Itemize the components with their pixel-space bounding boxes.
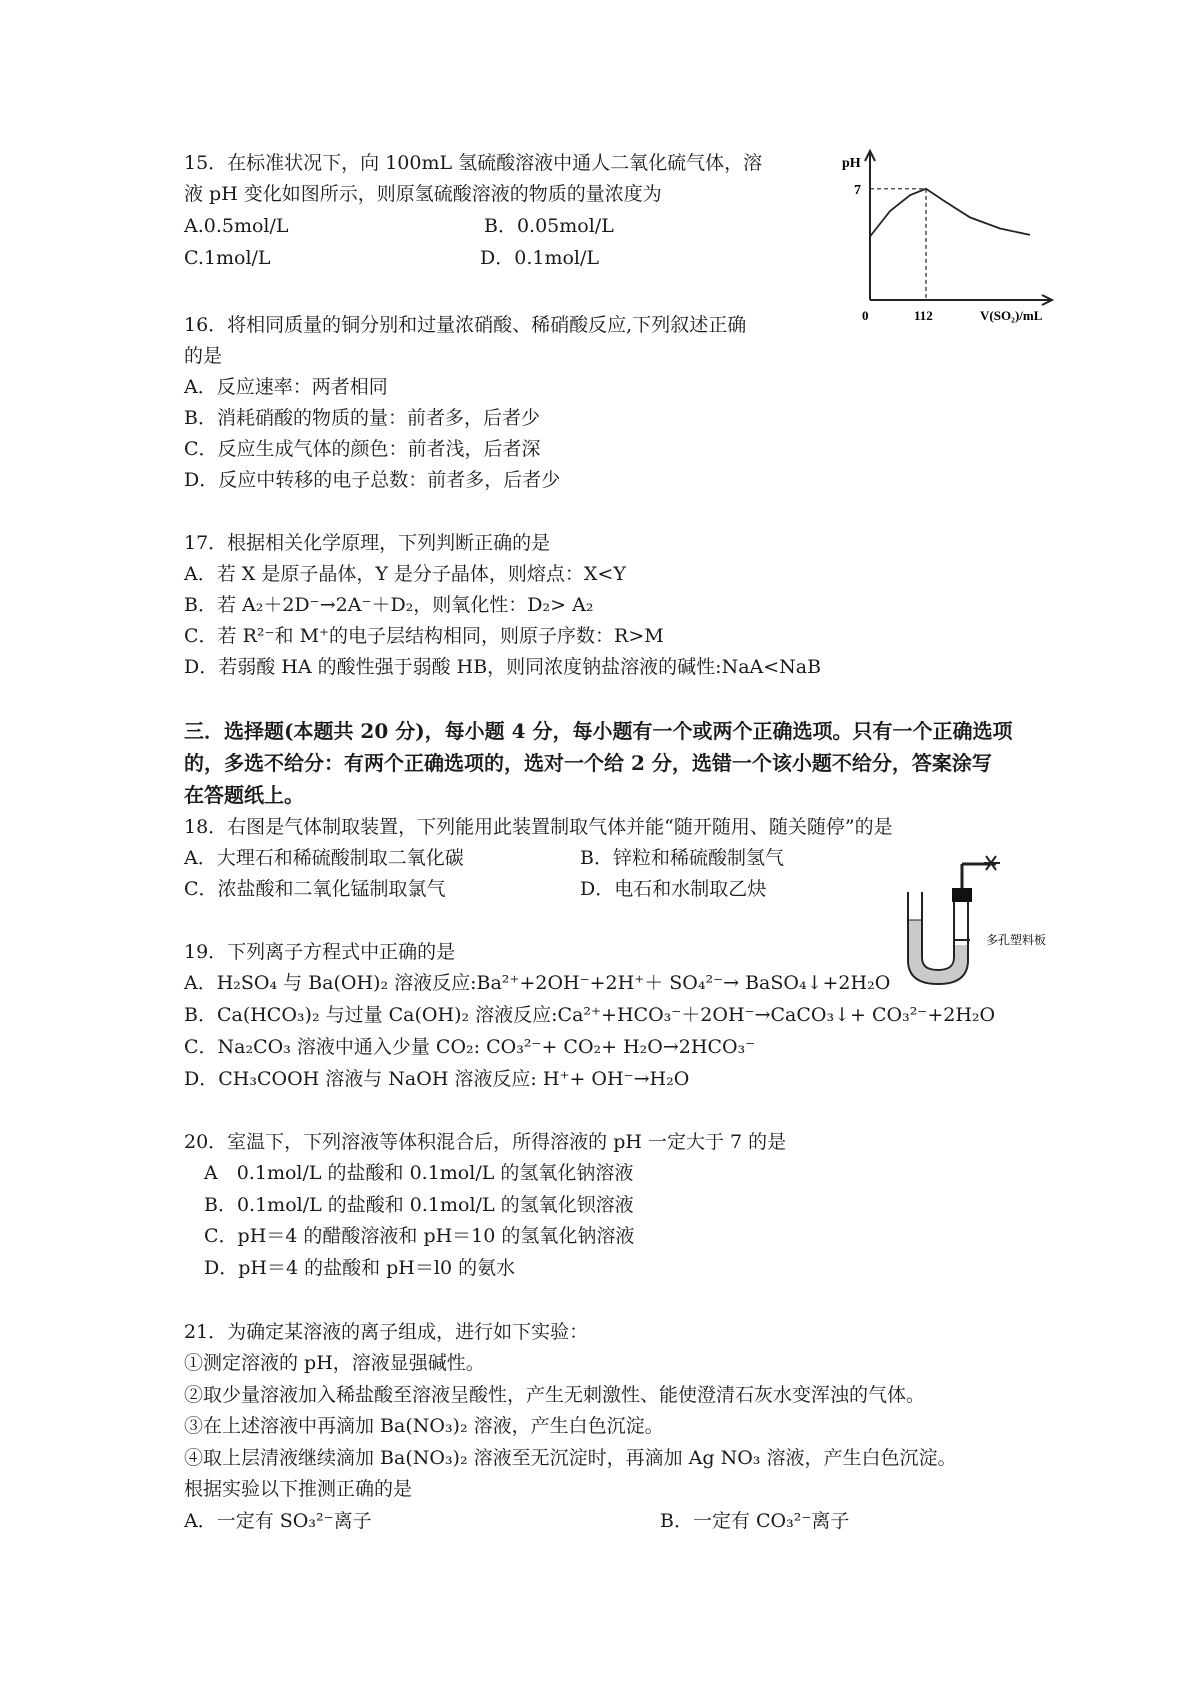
chart-axes — [865, 151, 1052, 305]
q16-option-b: B．消耗硝酸的物质的量：前者多，后者少 — [184, 407, 540, 429]
porous-plate-label: 多孔塑料板 — [986, 933, 1047, 947]
ph-curve — [870, 189, 1030, 237]
q18-option-a: A．大理石和稀硫酸制取二氧化碳 — [184, 847, 464, 869]
q15-option-d: D．0.1mol/L — [480, 247, 600, 269]
u-tube-inner — [922, 892, 954, 970]
q15-stem-line2: 液 pH 变化如图所示，则原氢硫酸溶液的物质的量浓度为 — [184, 183, 662, 205]
q18-option-c: C．浓盐酸和二氧化锰制取氯气 — [184, 878, 446, 900]
stopper — [952, 888, 972, 902]
u-tube-liquid — [909, 920, 967, 983]
x-tick-label-0: 0 — [862, 308, 869, 323]
q19-stem: 19．下列离子方程式中正确的是 — [184, 941, 456, 963]
q21-conclusion-prompt: 根据实验以下推测正确的是 — [184, 1478, 413, 1500]
q17-option-d: D．若弱酸 HA 的酸性强于弱酸 HB，则同浓度钠盐溶液的碱性:NaA<NaB — [184, 656, 822, 678]
q18-option-b: B．锌粒和稀硫酸制氢气 — [580, 847, 784, 869]
q21-step-2: ②取少量溶液加入稀盐酸至溶液呈酸性，产生无刺激性、能使澄清石灰水变浑浊的气体。 — [184, 1384, 926, 1406]
q17-stem: 17．根据相关化学原理，下列判断正确的是 — [184, 532, 551, 554]
q18-stem: 18．右图是气体制取装置，下列能用此装置制取气体并能“随开随用、随关随停”的是 — [184, 816, 893, 838]
q15-option-a: A.0.5mol/L — [184, 215, 289, 237]
q21-option-a: A．一定有 SO₃²⁻离子 — [184, 1510, 372, 1532]
chart-x-axis-label: V(SO₂)/mL — [980, 308, 1043, 323]
chart-marks — [854, 183, 1030, 323]
q15-stem-line1: 15．在标准状况下，向 100mL 氢硫酸溶液中通人二氧化硫气体，溶 — [184, 152, 763, 174]
q17-option-c: C．若 R²⁻和 M⁺的电子层结构相同，则原子序数：R>M — [184, 625, 664, 647]
chart-y-axis-label: pH — [842, 156, 861, 171]
q19-option-b: B．Ca(HCO₃)₂ 与过量 Ca(OH)₂ 溶液反应:Ca²⁺+HCO₃⁻＋2OH⁻→CaCO₃↓+ CO₃²⁻+2H₂O — [184, 1004, 996, 1026]
q15-option-c: C.1mol/L — [184, 247, 271, 269]
section3-instructions-line3: 在答题纸上。 — [184, 783, 304, 807]
q17-option-a: A．若 X 是原子晶体，Y 是分子晶体，则熔点：X<Y — [184, 563, 626, 585]
q20-option-b: B．0.1mol/L 的盐酸和 0.1mol/L 的氢氧化钡溶液 — [204, 1194, 634, 1216]
q19-option-c: C．Na₂CO₃ 溶液中通入少量 CO₂: CO₃²⁻+ CO₂+ H₂O→2HCO₃⁻ — [184, 1036, 756, 1058]
q21-step-1: ①测定溶液的 pH，溶液显强碱性。 — [184, 1352, 485, 1374]
q20-option-a: A 0.1mol/L 的盐酸和 0.1mol/L 的氢氧化钠溶液 — [204, 1162, 634, 1184]
q16-option-c: C．反应生成气体的颜色：前者浅，后者深 — [184, 438, 541, 460]
q18-option-d: D．电石和水制取乙炔 — [580, 878, 767, 900]
q19-option-a: A．H₂SO₄ 与 Ba(OH)₂ 溶液反应:Ba²⁺+2OH⁻+2H⁺＋ SO₄²⁻→ BaSO₄↓+2H₂O — [184, 972, 891, 994]
y-tick-label-7: 7 — [854, 182, 861, 198]
clamp-icon — [984, 856, 1000, 870]
q21-stem: 21．为确定某溶液的离子组成，进行如下实验： — [184, 1321, 589, 1343]
q21-step-4: ④取上层清液继续滴加 Ba(NO₃)₂ 溶液至无沉淀时，再滴加 Ag NO₃ 溶液，产生白色沉淀。 — [184, 1447, 957, 1469]
q21-step-3: ③在上述溶液中再滴加 Ba(NO₃)₂ 溶液，产生白色沉淀。 — [184, 1415, 664, 1437]
q15-option-b: B．0.05mol/L — [484, 215, 614, 237]
q20-option-c: C．pH＝4 的醋酸溶液和 pH＝10 的氢氧化钠溶液 — [204, 1225, 635, 1247]
u-tube-gas-generator-figure — [900, 850, 1060, 990]
q20-stem: 20．室温下，下列溶液等体积混合后，所得溶液的 pH 一定大于 7 的是 — [184, 1131, 787, 1153]
q16-stem-line2: 的是 — [184, 345, 223, 367]
q17-option-b: B．若 A₂＋2D⁻→2A⁻＋D₂，则氧化性：D₂> A₂ — [184, 594, 594, 616]
q16-option-d: D．反应中转移的电子总数：前者多，后者少 — [184, 469, 561, 491]
q19-option-d: D．CH₃COOH 溶液与 NaOH 溶液反应: H⁺+ OH⁻→H₂O — [184, 1068, 690, 1090]
q21-option-b: B．一定有 CO₃²⁻离子 — [660, 1510, 850, 1532]
q20-option-d: D．pH＝4 的盐酸和 pH＝l0 的氨水 — [204, 1257, 516, 1279]
section3-instructions-line1: 三．选择题(本题共 20 分)，每小题 4 分，每小题有一个或两个正确选项。只有一个正确选项 — [184, 719, 1013, 743]
q16-option-a: A．反应速率：两者相同 — [184, 376, 388, 398]
section3-instructions-line2: 的，多选不给分：有两个正确选项的，选对一个给 2 分，选错一个该小题不给分，答案涂写 — [184, 751, 992, 775]
q16-stem-line1: 16．将相同质量的铜分别和过量浓硝酸、稀硝酸反应,下列叙述正确 — [184, 314, 747, 336]
x-tick-label-112: 112 — [914, 308, 933, 323]
ph-vs-so2-chart — [820, 145, 1060, 335]
